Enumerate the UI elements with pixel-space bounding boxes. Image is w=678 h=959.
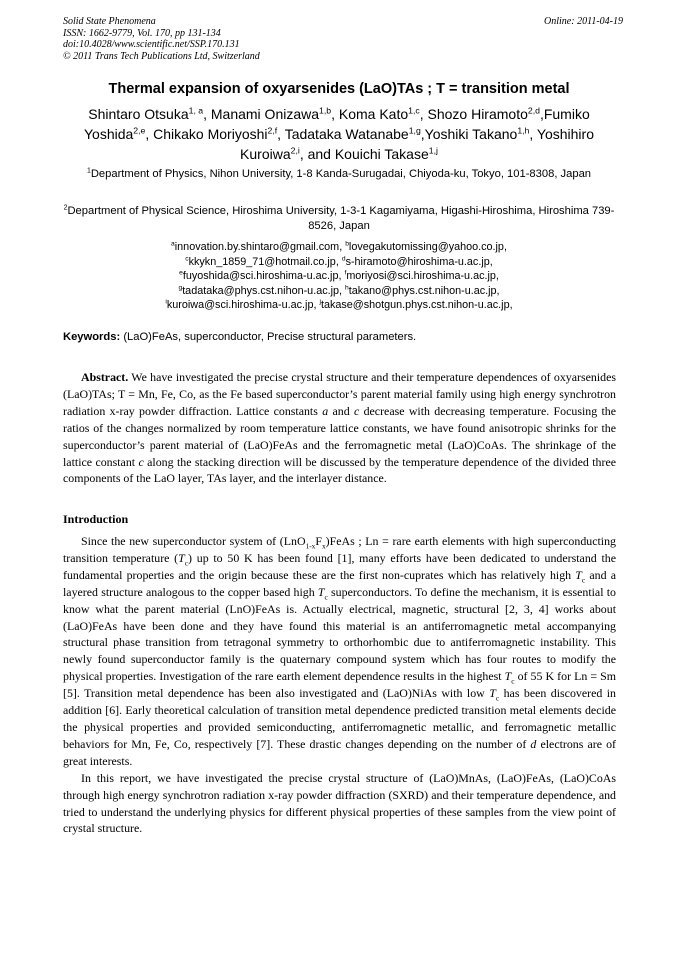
- author-affiliation-marker: 1,j: [428, 145, 438, 156]
- email-marker: d: [341, 254, 346, 262]
- copyright-line: © 2011 Trans Tech Publications Ltd, Switzerland: [63, 50, 260, 62]
- introduction-text-run: c: [581, 575, 586, 585]
- author-name: Fumiko Yoshida: [83, 106, 590, 142]
- introduction-body: [63, 533, 616, 837]
- author-affiliation-marker: 2,f: [267, 125, 278, 136]
- abstract-text-run: and: [328, 403, 354, 418]
- abstract-label: Abstract.: [81, 370, 129, 384]
- author-list: [55, 104, 623, 164]
- email-address: kuroiwa@sci.hiroshima-u.ac.jp: [166, 299, 314, 311]
- email-line: $^i$kuroiwa@sci.hiroshima-u.ac.jp, $^j$takase@shotgun.phys.cst.nihon-u.ac.jp,: [165, 298, 513, 311]
- author-affiliation-marker: 1,c: [408, 105, 420, 116]
- affiliation-1: [60, 167, 618, 182]
- introduction-text-run: F: [315, 534, 322, 548]
- affiliation-2: [60, 204, 618, 234]
- introduction-text-run: and a layered structure analogous to the copper based high: [63, 567, 616, 599]
- email-marker: b: [345, 240, 349, 248]
- author: [335, 146, 438, 162]
- email-address: moriyosi@sci.hiroshima-u.ac.jp: [346, 270, 496, 282]
- abstract-paragraph: [63, 369, 616, 487]
- section-heading-introduction: Introduction: [63, 512, 129, 526]
- email-address: lovegakutomissing@yahoo.co.jp: [348, 241, 504, 253]
- author-name: Manami Onizawa: [210, 106, 320, 122]
- email-list: [60, 240, 618, 313]
- online-date: Online: 2011-04-19: [544, 16, 623, 27]
- introduction-text-run: c: [324, 592, 328, 602]
- email-marker: c: [185, 254, 189, 262]
- keywords: [63, 331, 618, 343]
- paper-title: Thermal expansion of oxyarsenides (LaO)TAs ; T = transition metal: [108, 81, 570, 97]
- introduction-text-run: c: [495, 693, 500, 703]
- abstract-text-run: decrease with decreasing temperature. Focusing the ratios of the changes normalized by room temperature lattice constants, we have found anisotropic shrinks for the superconductor’s parent material of (LaO)FeAs and the ferromagnetic metal (LaO)CoAs. The shrinkage of the lattice constant: [63, 403, 616, 469]
- email-marker: g: [178, 283, 183, 291]
- author: [88, 106, 203, 122]
- email-marker: i: [165, 298, 167, 306]
- author-separator: ,: [331, 106, 339, 122]
- abstract-text-run: c: [353, 403, 360, 418]
- author-name: Shozo Hiramoto: [427, 106, 528, 122]
- abstract-text-run: c: [138, 454, 144, 469]
- affiliation-2-text: Department of Physical Science, Hiroshima University, 1-3-1 Kagamiyama, Higashi-Hiroshima, Hiroshima 739-8526, Japan: [67, 205, 615, 232]
- introduction-paragraph: [63, 533, 616, 770]
- author-separator: ,: [145, 126, 154, 142]
- email-line: $^c$kkykn_1859_71@hotmail.co.jp, $^d$s-hiramoto@hiroshima-u.ac.jp,: [185, 254, 493, 268]
- affiliation-1-text: Department of Physics, Nihon University, 1-8 Kanda-Surugadai, Chiyoda-ku, Tokyo, 101-8308, Japan: [90, 168, 592, 180]
- abstract-text-run: along the stacking direction will be discussed by the temperature dependence of the divided three components of the LaO layer, TAs layer, and the interlayer distance.: [63, 454, 616, 486]
- introduction-paragraph: [63, 770, 616, 838]
- author: [153, 126, 277, 142]
- abstract: [63, 369, 616, 487]
- introduction-text-run: x: [321, 541, 326, 551]
- email-address: kkykn_1859_71@hotmail.co.jp: [188, 255, 336, 268]
- email-address: fuyoshida@sci.hiroshima-u.ac.jp: [182, 270, 339, 282]
- author-name: Chikako Moriyoshi: [153, 126, 268, 142]
- affiliation-1-number: 1: [86, 167, 91, 175]
- introduction-text-run: )FeAs ; Ln = rare earth elements with high superconducting transition temperature (: [63, 534, 616, 565]
- email-marker: a: [171, 240, 175, 248]
- introduction-text-run: T: [504, 669, 512, 684]
- email-line: $^e$fuyoshida@sci.hiroshima-u.ac.jp, $^f$moriyosi@sci.hiroshima-u.ac.jp,: [179, 269, 499, 282]
- introduction-text-run: T: [178, 550, 185, 565]
- email-marker: f: [344, 269, 347, 277]
- introduction-text-run: has been discovered in addition [6]. Early theoretical calculation of transition metal dependence predicted transition metal elements decide the physical properties and provided semiconducting, antiferromagnetic metallic, and ferromagnetic metallic behaviors for Mn, Fe, Co, respectively [7]. These drastic changes depending on the number of: [63, 686, 616, 751]
- email-address: takase@shotgun.phys.cst.nihon-u.ac.jp: [320, 299, 510, 311]
- author-separator: ,: [419, 106, 428, 122]
- keywords-label: Keywords:: [63, 331, 121, 343]
- author: [339, 106, 420, 122]
- author-separator: ,: [420, 126, 425, 142]
- author-name: Yoshiki Takano: [424, 126, 518, 142]
- introduction-text-run: electrons are of great interests.: [63, 736, 616, 768]
- abstract-text-run: a: [322, 403, 329, 418]
- author-affiliation-marker: 2,e: [133, 125, 146, 136]
- introduction-text-run: T: [489, 686, 496, 701]
- author-affiliation-marker: 2,d: [527, 105, 540, 116]
- author-name: Shintaro Otsuka: [88, 106, 189, 122]
- email-line: $^g$tadataka@phys.cst.nihon-u.ac.jp, $^h$takano@phys.cst.nihon-u.ac.jp,: [178, 283, 500, 297]
- author: [285, 126, 421, 142]
- introduction-text-run: T: [575, 567, 582, 582]
- author-separator: ,: [529, 126, 537, 142]
- email-marker: e: [179, 269, 183, 277]
- doi-line: doi:10.4028/www.scientific.net/SSP.170.131: [63, 39, 240, 50]
- author-affiliation-marker: 1,g: [408, 125, 421, 136]
- email-line: $^a$innovation.by.shintaro@gmail.com, $^b$lovegakutomissing@yahoo.co.jp,: [171, 240, 507, 253]
- author-affiliation-marker: 1,h: [517, 125, 530, 136]
- issn-line: ISSN: 1662-9779, Vol. 170, pp 131-134: [63, 27, 221, 39]
- author-affiliation-marker: 1,b: [319, 105, 332, 116]
- affiliation-2-number: 2: [63, 204, 68, 212]
- email-marker: j: [319, 298, 321, 306]
- journal-header: [63, 16, 623, 62]
- author-separator: ,: [203, 106, 211, 122]
- author-name: Yoshihiro Kuroiwa: [240, 126, 594, 162]
- introduction-text-run: c: [184, 558, 189, 568]
- introduction-text-run: T: [317, 584, 325, 599]
- email-address: takano@phys.cst.nihon-u.ac.jp: [348, 284, 497, 297]
- introduction-text-run: c: [511, 676, 515, 686]
- author-separator: ,: [539, 106, 544, 122]
- author-separator: ,: [277, 126, 285, 142]
- email-address: tadataka@phys.cst.nihon-u.ac.jp: [182, 284, 339, 297]
- introduction-text-run: 1-x: [305, 541, 316, 551]
- author-separator: , and: [299, 146, 335, 162]
- author: [211, 106, 331, 122]
- email-address: s-hiramoto@hiroshima-u.ac.jp: [345, 255, 490, 268]
- introduction-text-run: superconductors. To define the mechanism, it is essential to know what the parent material (LnO)FeAs is. Actually electrical, magnetic, structural [2, 3, 4] works about (LaO)FeAs have been done and they have found this material is an antiferromagnetic metal accompanying structural phase transition from tetragonal symmetry to orthorhombic due to antiferromagnetic instability. This newly found superconductor family is the quaternary compound system which has four routes to modify the physical properties. Investigation of the rare earth element dependence results in the highest: [63, 584, 616, 684]
- email-address: innovation.by.shintaro@gmail.com: [174, 241, 340, 253]
- author-affiliation-marker: 2,i: [290, 145, 300, 156]
- keywords-text: (LaO)FeAs, superconductor, Precise structural parameters.: [123, 331, 417, 343]
- introduction-text-run: d: [530, 736, 537, 751]
- introduction-text-run: Since the new superconductor system of (LnO: [81, 534, 306, 548]
- introduction-text-run: In this report, we have investigated the precise crystal structure of (LaO)MnAs, (LaO)FeAs, (LaO)CoAs through high energy synchrotron radiation x-ray powder diffraction (SXRD) and their temperature dependence, and tried to understand the underlying physics for different physical properties of these samples from the view point of crystal structure.: [63, 770, 616, 836]
- author-name: Koma Kato: [338, 106, 409, 122]
- author-name: Tadataka Watanabe: [284, 126, 409, 142]
- author: [425, 126, 530, 142]
- email-marker: h: [345, 283, 349, 291]
- abstract-text-run: We have investigated the precise crystal structure and their temperature dependences of oxyarsenides (LaO)TAs; T = Mn, Fe, Co, as the Fe based superconductor’s parent material family using high energy synchrotron radiation x-ray powder diffraction. Lattice constants: [63, 370, 616, 418]
- journal-name: Solid State Phenomena: [63, 16, 156, 27]
- introduction-text-run: ) up to 50 K has been found [1], many efforts have been dedicated to understand the fundamental properties and the origin because these are the first non-cuprates which has relatively high: [63, 550, 616, 582]
- author: [428, 106, 540, 122]
- introduction-text-run: of 55 K for Ln = Sm [5]. Transition metal dependence has been also investigated and (LaO)NiAs with low: [63, 669, 616, 701]
- author-name: Kouichi Takase: [334, 146, 429, 162]
- author-affiliation-marker: 1, a: [188, 105, 204, 116]
